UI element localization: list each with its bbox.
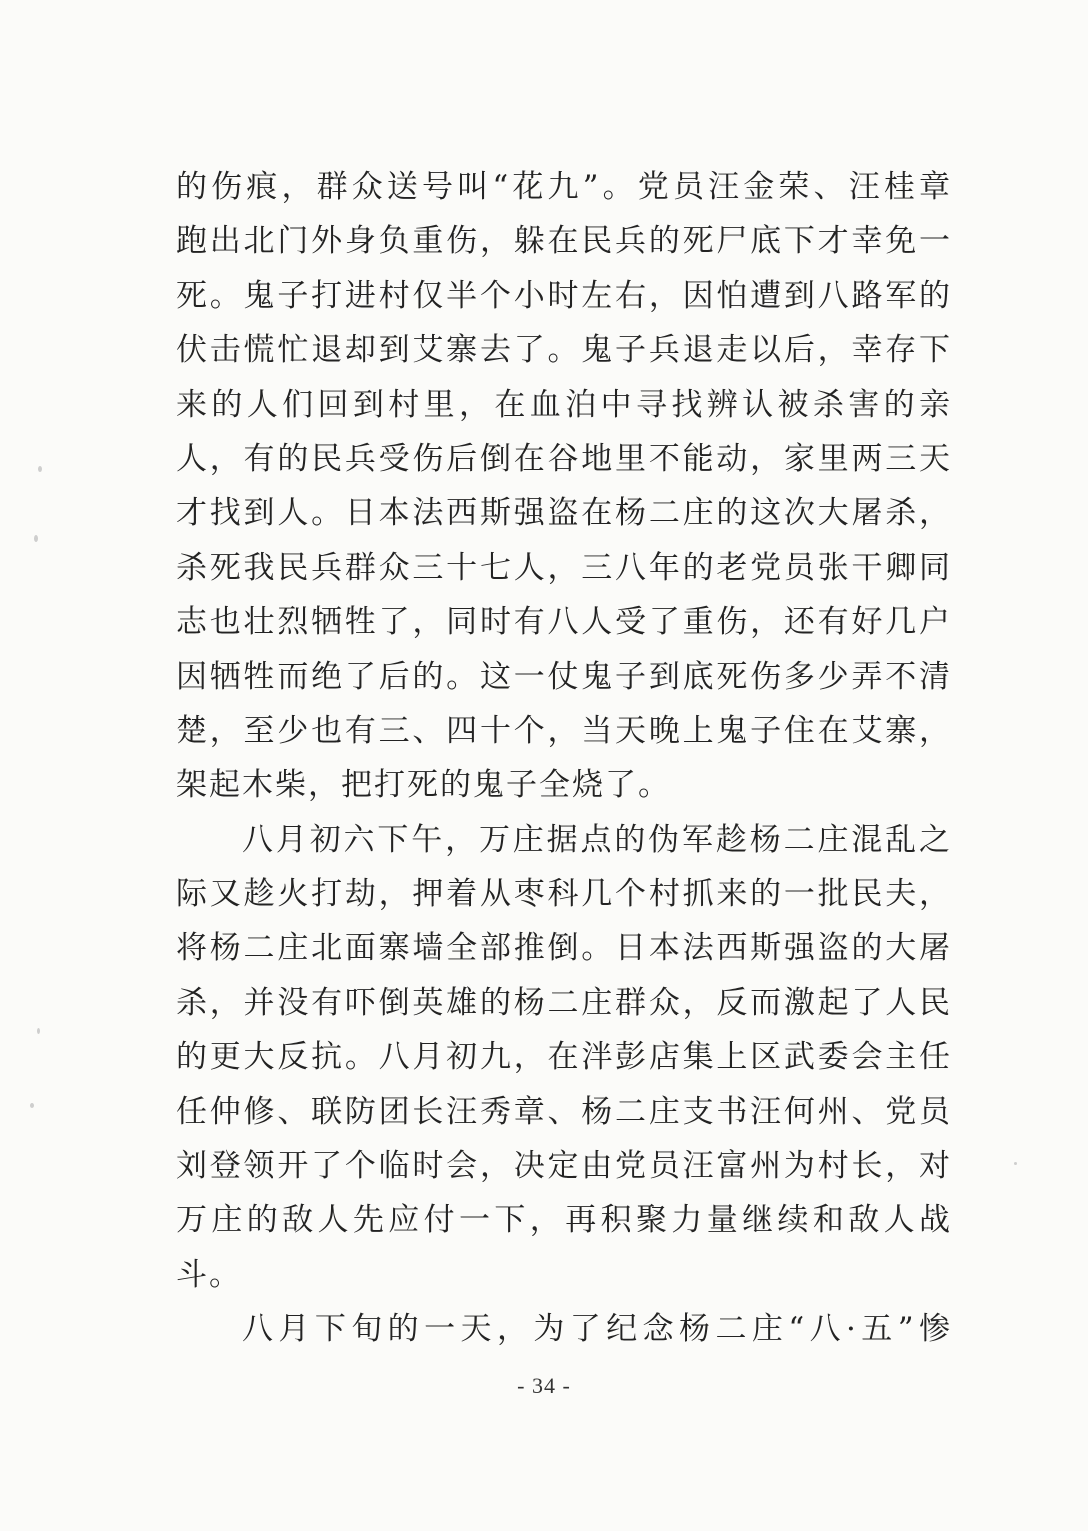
paragraph-first-line: 八月初六下午，万庄据点的伪军趁杨二庄混乱之: [242, 821, 952, 858]
text-line: 人，有的民兵受伤后倒在谷地里不能动，家里两三天: [176, 440, 952, 477]
text-line: 志也壮烈牺牲了，同时有八人受了重伤，还有好几户: [176, 604, 952, 641]
scan-speck: [30, 1103, 34, 1108]
text-line: 跑出北门外身负重伤，躲在民兵的死尸底下才幸免一: [176, 223, 952, 260]
text-line: 的更大反抗。八月初九，在泮彭店集上区武委会主任: [176, 1039, 952, 1076]
text-line: 杀死我民兵群众三十七人，三八年的老党员张干卿同: [176, 549, 952, 586]
paragraph-end-line: 斗。: [176, 1256, 242, 1293]
paragraph-first-line: 八月下旬的一天，为了纪念杨二庄“八·五”惨: [242, 1311, 952, 1348]
scan-speck: [37, 1028, 40, 1034]
scan-speck: [34, 535, 38, 542]
scan-speck: [1014, 1162, 1017, 1165]
paragraph-end-line: 架起木柴，把打死的鬼子全烧了。: [176, 767, 671, 804]
text-line: 刘登领开了个临时会，决定由党员汪富州为村长，对: [176, 1148, 952, 1185]
text-line: 死。鬼子打进村仅半个小时左右，因怕遭到八路军的: [176, 277, 952, 314]
text-line: 杀，并没有吓倒英雄的杨二庄群众，反而激起了人民: [176, 984, 952, 1021]
text-line: 将杨二庄北面寨墙全部推倒。日本法西斯强盗的大屠: [176, 930, 952, 967]
text-line: 的伤痕，群众送号叫“花九”。党员汪金荣、汪桂章: [176, 169, 952, 205]
text-line: 万庄的敌人先应付一下，再积聚力量继续和敌人战: [176, 1202, 952, 1239]
text-line: 因牺牲而绝了后的。这一仗鬼子到底死伤多少弄不清: [176, 658, 952, 695]
text-line: 际又趁火打劫，押着从枣科几个村抓来的一批民夫，: [176, 876, 952, 913]
text-line: 伏击慌忙退却到艾寨去了。鬼子兵退走以后，幸存下: [176, 332, 952, 369]
page-number: - 34 -: [517, 1373, 571, 1398]
text-line: 任仲修、联防团长汪秀章、杨二庄支书汪何州、党员: [176, 1093, 952, 1130]
text-line: 楚，至少也有三、四十个，当天晚上鬼子住在艾寨，: [176, 712, 952, 749]
text-line: 来的人们回到村里，在血泊中寻找辨认被杀害的亲: [176, 386, 952, 423]
text-line: 才找到人。日本法西斯强盗在杨二庄的这次大屠杀，: [176, 495, 952, 532]
scan-speck: [38, 466, 42, 472]
body-text: [176, 160, 952, 1357]
